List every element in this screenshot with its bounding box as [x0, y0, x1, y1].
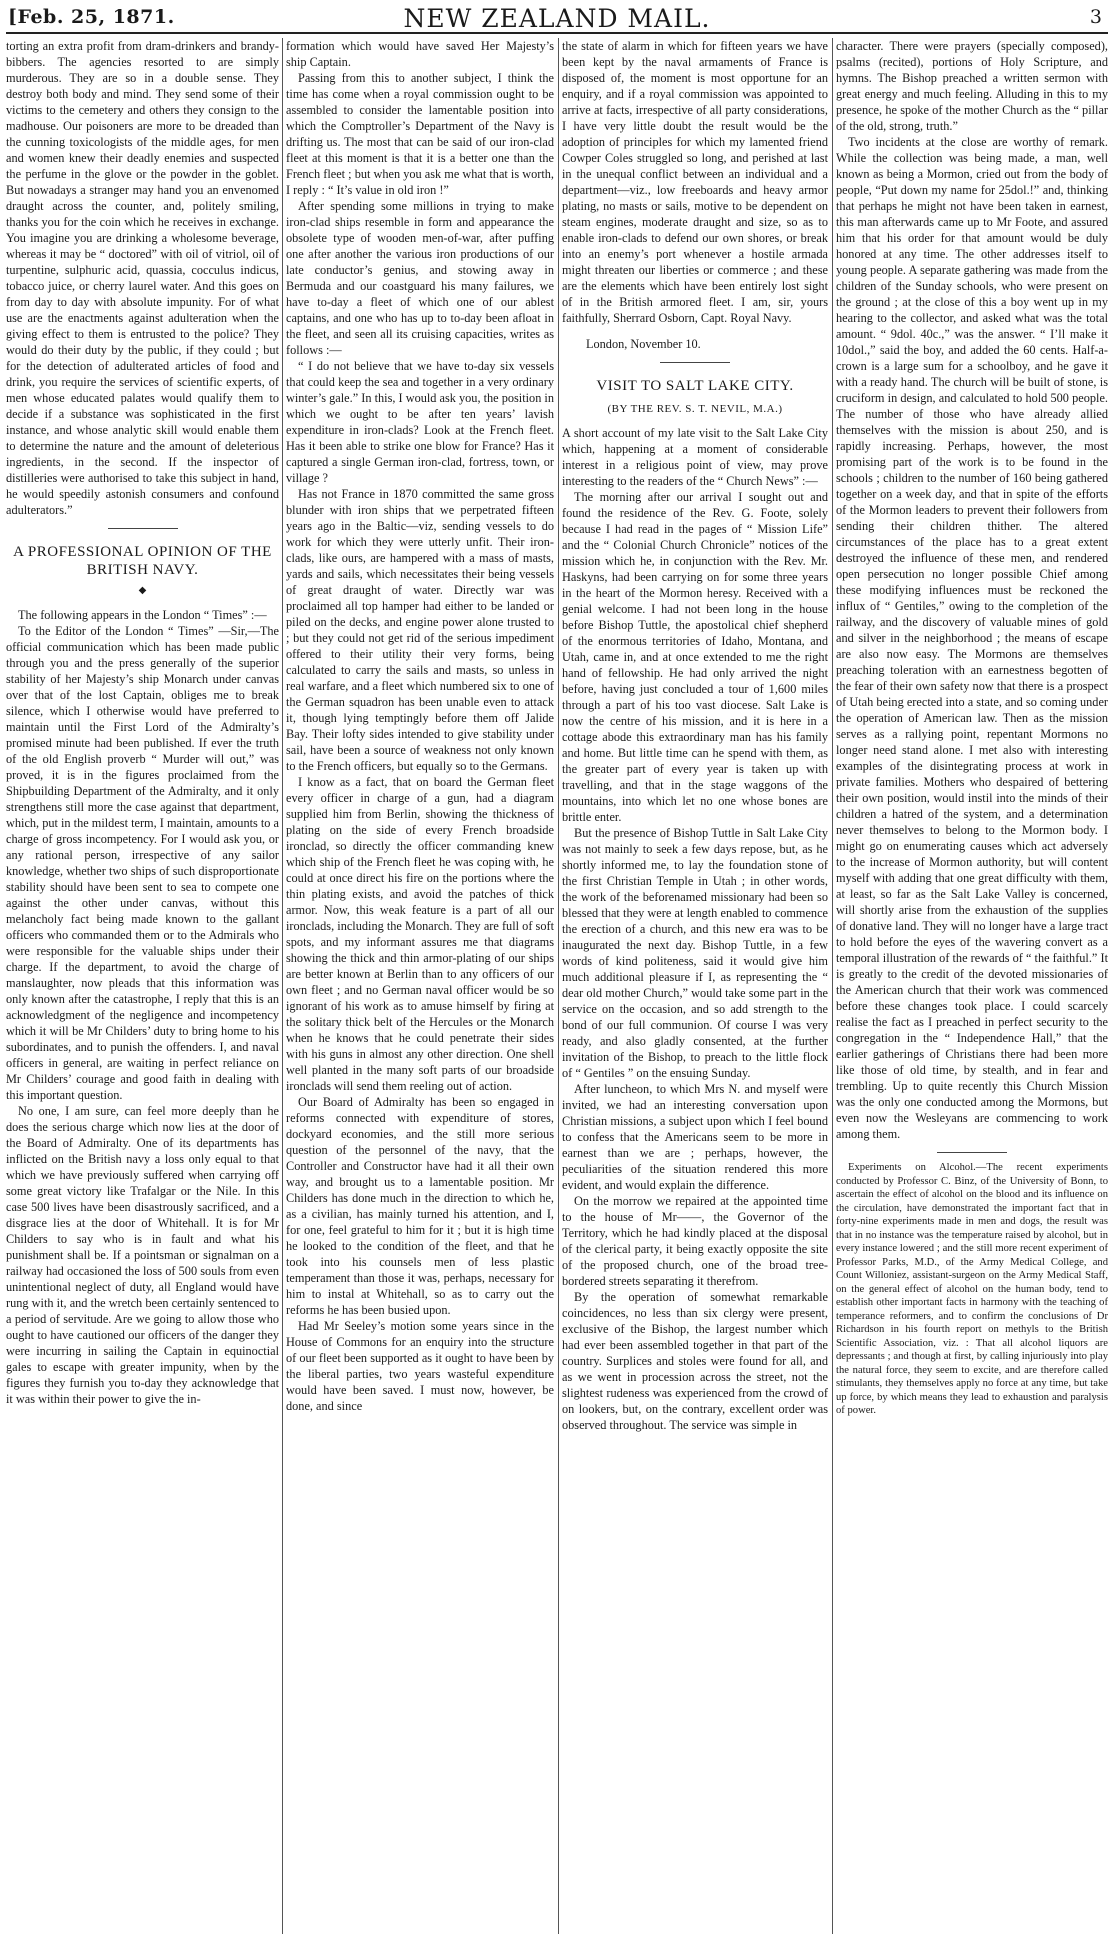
article-paragraph: Passing from this to another subject, I think the time has come when a royal commission ought to be assembled to consider the lamentable position into which the Comptroller’s Department of the Navy is drifting us. The most that can be said of our iron-clad fleet at this moment is that it is a better one than the French fleet ; but when you ask me what that is worth, I reply : “ It’s value in old iron !”	[286, 71, 554, 197]
column-divider	[558, 38, 559, 1934]
article-paragraph: The morning after our arrival I sought out and found the residence of the Rev. G. Foote, solely because I had read in the pages of “ Mission Life” and the “ Colonial Church Chronicle” notices of the mission which he, in conjunction with the Rev. Mr. Haskyns, had been carrying on for some three years in the heart of the Mormon heresy. Received with a genial welcome. I had not been long in the house before Bishop Tuttle, the apostolical chief shepherd of the enormous territories of Idaho, Montana, and Utah, came in, and at once extended to me the right hand of fellowship. He had only arrived the night before, having just concluded a tour of 1,600 miles through a part of his too vast diocese. Salt Lake is now the centre of his mission, and it is here in a cottage abode this extraordinary man has his family and home. But little time can he spend with them, as the greater part of every year is taken up with travelling, and that in the stage waggons of the mountains, into which let no one whose bones are brittle enter.	[562, 490, 828, 824]
column-1	[6, 38, 279, 1934]
article-paragraph: To the Editor of the London “ Times” —Sir,—The official communication which has been made public through you and the press generally of the superior stability of her Majesty’s ship Monarch under canvas over that of the lost Captain, obliges me to break silence, which I otherwise would have preferred to maintain until the First Lord of the Admiralty’s promised minute had been published. If ever the truth of the old English proverb “ Murder will out,” was proved, it is in the figures proclaimed from the Shipbuilding Department of the Admiralty, and it only strengthens still more the case against that department, which, put in the mildest term, I maintain, amounts to a charge of gross incompetency. For I would ask you, or any rational person, irrespective of any sailor knowledge, whether two ships of such disproportionate stability should have been sent to sea to compete one against the other under canvas, without this melancholy fact being made known to the gallant officers who commanded them or to the Admirals who were responsible for the valuable ships under their charge. If the department, to avoid the charge of manslaughter, now pleads that this information was only known after the catastrophe, I reply that this is an acknowledgment of the negligence and incompetency which it will be Mr Childers’ duty to bring home to his subordinates, and to punish the offenders. I, and naval officers in general, are waiting in perfect reliance on Mr Childers’ courage and good faith in dealing with this important question.	[6, 624, 279, 1102]
article-paragraph: I know as a fact, that on board the German fleet every officer in charge of a gun, had a diagram supplied him from Berlin, showing the thickness of plating on the side of every French broadside ironclad, so directly the officer commanding knew which ship of the French fleet he was coping with, he could at once direct his fire on the portions where the thin plating exists, and avoid the patches of thick armor. Now, this weak feature is a part of all our ironclads, including the Monarch. They are full of soft spots, and my informant assures me that diagrams showing the thick and thin armor-plating of our ships are better known at Berlin than to any officers of our own fleet ; and no German naval officer would be so ignorant of his work as to amuse himself by firing at the solitary thick belt of the Hercules or the Monarch when he knows that he could penetrate their sides with his guns in almost any other direction. One shell well planted in the many soft parts of our broadside ironclads will send them reeling out of action.	[286, 775, 554, 1093]
article-paragraph: After luncheon, to which Mrs N. and myself were invited, we had an interesting conversation upon Christian missions, a subject upon which I feel bound to confess that the Americans seem to be more in earnest than we are ; perhaps, however, the peculiarities of the situation rendered this more evident, and would explain the difference.	[562, 1082, 828, 1192]
article-paragraph: the state of alarm in which for fifteen years we have been kept by the naval armaments of France is disposed of, the moment is most opportune for an enquiry, and if a royal commission was appointed to arrive at facts, irrespective of all party considerations, I have very little doubt the result would be the adoption of principles for which my lamented friend Cowper Coles struggled so long, and perished at last in the unequal conflict between an individual and a department—viz., low freeboards and heavy armor plating, no masts or sails, motive to be dependent on steam engines, moderate draught and size, so as to enable iron-clads to defend our own shores, or break into an enemy’s port whenever a hostile armada might threaten our liberties or commerce ; and these are the elements which have been entirely lost sight of in the British armored fleet. I am, sir, yours faithfully, Sherrard Osborn, Capt. Royal Navy.	[562, 39, 828, 325]
column-divider	[282, 38, 283, 1934]
article-heading-navy: A PROFESSIONAL OPINION OF THE BRITISH NAVY.	[13, 544, 272, 578]
article-paragraph: A short account of my late visit to the Salt Lake City which, happening at a moment of considerable interest in a religious point of view, may prove interesting to the readers of the “ Church News” :—	[562, 426, 828, 488]
article-paragraph: After spending some millions in trying to make iron-clad ships resemble in form and appearance the obsolete type of wooden men-of-war, after puffing one after another the various iron productions of our late conductor’s genius, and stowing away in Bermuda and our coastguard his many failures, we have to-day a fleet of which one of our ablest captains, and one who has up to to-day been afloat in the fleet, and seen all its cruising capacities, writes as follows :—	[286, 199, 554, 357]
section-rule	[937, 1152, 1007, 1153]
column-3	[562, 38, 828, 1934]
article-quote: “ I do not believe that we have to-day six vessels that could keep the sea and together in a very ordinary winter’s gale.” In this, I would ask you, the position in which we ought to be after ten years’ lavish expenditure in iron-clads? Look at the French fleet. Has it been able to strike one blow for France? Has it captured a single German iron-clad, fortress, town, or village ?	[286, 359, 554, 485]
article-continuation: torting an extra profit from dram-drinkers and brandy-bibbers. The agencies resorted to are simply murderous. They are so in a double sense. They destroy both body and mind. They send some of their victims to the cemetery and others they consign to the madhouse. Our poisoners are more to be dreaded than the cunning toxicologists of the middle ages, for men and women knew their deadly enemies and suspected the perfume in the glove or the powder in the goblet. But nowadays a stranger may hand you an envenomed draught across the counter, and, politely smiling, thanks you for the coin which he receives in exchange. You imagine you are drinking a wholesome beverage, whereas it may be “ doctored” with oil of vitriol, oil of turpentine, sulphuric acid, quassia, cocculus indicus, tobacco juice, or cherry laurel water. And this goes on from day to day with absolute impunity. For of what use are the enactments against adulteration when the giving effect to them is entrusted to the police? They would do their duty by the public, if they could ; but for the detection of adulterated articles of food and drink, you require the services of scientific experts, of men whose educated palates would qualify them to decide if a substance was sophisticated in the first instance, and whose analytic skill would enable them to determine the nature and the amount of deleterious ingredients, in the second. If the inspector of distilleries were authorised to take this subject in hand, he would speedily astonish consumers and confound adulterators.”	[6, 39, 279, 517]
article-paragraph: Has not France in 1870 committed the same gross blunder with iron ships that we perpetrated fifteen years ago in the Baltic—viz, sending vessels to do work for which they were utterly unfit. Their iron-clads, like ours, are hampered with a mass of masts, yards and sails, which necessitates their being vessels of great draught of water. Directly war was proclaimed all top hamper had either to be landed or piled on the decks, and engine power alone trusted to ; but they could not get rid of the serious impediment offered to their utility their very forms, being calculated to carry the sails and masts, so unless in real warfare, and a fleet which numbered six to one of the German squadron has been unable even to attack it, though lying temptingly before them off Jalide Bay. Their lofty sides intended to give stability under sail, have been a source of weakness not only known to the French officers, but equally so to the Germans.	[286, 487, 554, 773]
column-2	[286, 38, 554, 1934]
newspaper-title: NEW ZEALAND MAIL.	[403, 4, 711, 33]
section-rule	[660, 362, 730, 363]
page-number: 3	[1089, 6, 1102, 28]
article-paragraph: Our Board of Admiralty has been so engaged in reforms connected with expenditure of stores, dockyard economies, and the still more serious question of the personnel of the navy, that the Controller and Constructor have had it all their own way, and brought us to a lamentable position. Mr Childers has done much in the direction to which he, as a civilian, has mainly turned his attention, and I, for one, feel grateful to him for it ; but it is high time he looked to the condition of the fleet, and that he took into his counsels men of less plastic temperament than those it was, perhaps, necessary for him to instal at Whitehall, so as to carry out the reforms he has been busied upon.	[286, 1095, 554, 1317]
article-paragraph: character. There were prayers (specially composed), psalms (recited), portions of Holy Scripture, and hymns. The Bishop preached a written sermon with great energy and much feeling. Alluding in this to my presence, he spoke of the mother Church as the “ pillar of the old, strong, truth.”	[836, 39, 1108, 133]
ornament-diamond-icon: ◆	[138, 585, 147, 596]
issue-date: [Feb. 25, 1871.	[8, 6, 175, 28]
article-byline: (BY THE REV. S. T. NEVIL, M.A.)	[607, 403, 783, 415]
letter-dateline: London, November 10.	[586, 337, 701, 351]
article-intro: The following appears in the London “ Times” :—	[18, 608, 267, 622]
article-paragraph: By the operation of somewhat remarkable coincidences, no less than six clergy were present, exclusive of the Bishop, the largest number which had ever been assembled together in that part of the country. Surplices and stoles were found for all, and as we went in procession across the street, not the slightest rudeness was experienced from the crowd of on lookers, but, on the contrary, excellent order was observed throughout. The service was simple in	[562, 1290, 828, 1432]
article-paragraph: Two incidents at the close are worthy of remark. While the collection was being made, a man, well known as being a Mormon, cried out from the body of people, “Put down my name for 25dol.!” and, thinking that perhaps he might not have been taken in earnest, this man afterwards came up to Mr Foote, and assured him that his order for that amount would be duly honored at any time. The other addresses itself to young people. A separate gathering was made from the children of the Sunday schools, who were present on the ground ; at the close of this a boy went up in my hearing to the collector, and asked what was the total amount. “ 9dol. 40c.,” was the answer. “ I’ll make it 10dol.,” said the boy, and added the 60 cents. Half-a-crown is a large sum for a schoolboy, and he gave it with a ready hand. The church will be built of stone, is cruciform in design, and calculated to hold 500 people. The number of those who have already allied themselves with the mission is about 250, and is rapidly increasing. Perhaps, however, the most promising part of the work is to be found in the schools ; children to the number of 160 being gathered together on a week day, and that in spite of the efforts of the Mormon leaders to prevent their followers from sending their children thither. The altered circumstances of the place has to a great extent destroyed the influence of these men, and rendered open persecution no longer possible Chief among these modifying influences must be reckoned the influx of “ Gentiles,” owing to the completion of the railway, and the discovery of valuable mines of gold and silver in the neighborhood ; the means of escape are also now easy. The Mormons are themselves preaching toleration with an earnestness begotten of the fear of their own safety now that there is a prospect of Utah being erected into a state, and so coming under the operation of American law. Then as the mission serves as a rallying point, repentant Mormons no longer need stand alone. I met also with interesting examples of the disintegrating process at work in private families. Mothers who despaired of bettering their own position, would instil into the minds of their children a hatred of the system, and a determination never themselves to belong to the Mormon body. I might go on enumerating causes which act adversely to the increase of Mormon authority, but will content myself with adding that one great difficulty with them, at least, so far as the Salt Lake Valley is concerned, will shortly arise from the exhaustion of the supplies of donative land. They will no longer have a large tract to hold before the eyes of the wavering convert as a temporal illustration of the rewards of “ the faithful.” It is greatly to the credit of the devoted missionaries of the American church that their work was commenced before these changes took place. I could scarcely realise the fact as I preached in perfect security to the congregation in the “ Independence Hall,” that the earlier gatherings of Christians there had been more like those of old time, by stealth, and in fear and trembling. Up to quite recently this Church Mission was the only one conducted among the Mormons, but even now the Wesleyans are commencing to work among them.	[836, 135, 1108, 1141]
section-rule	[108, 528, 178, 529]
article-paragraph: But the presence of Bishop Tuttle in Salt Lake City was not mainly to seek a few days repose, but, as he shortly informed me, to lay the foundation stone of the first Christian Temple in Utah ; in other words, the work of the beforenamed missionary had been so blessed that they were at length enabled to commence the erection of a church, and this new era was to be inaugurated the next day. Bishop Tuttle, in a few words of kind politeness, said it would give him much additional pleasure if I, as representing the “ dear old mother Church,” would take some part in the service on the occasion, and so add strength to the bond of our full communion. Of course I was very ready, and also gladly consented, at the further invitation of the Bishop, to preach to the little flock of “ Gentiles ” on the ensuing Sunday.	[562, 826, 828, 1080]
masthead	[0, 0, 1114, 40]
notice-alcohol-experiments: Experiments on Alcohol.—The recent experiments conducted by Professor C. Binz, of the University of Bonn, to ascertain the effect of alcohol on the blood and its influence on the circulation, have demonstrated the important fact that in forty-nine experiments made in men and dogs, the result was that in no instance was the temperature raised by alcohol, but in every instance lowered ; and the still more recent experiment of Professor Parks, M.D., of the Army Medical College, and Count Willoniez, assistant-surgeon on the Army Medical Staff, on the general effect of alcohol on the human body, tend to establish other important facts in harmony with the teaching of temperance reformers, and to confirm the conclusions of Dr Richardson in his fourth report on methyls to the British Scientific Association, viz. : That all alcohol liquors are depressants ; and though at first, by calling injuriously into play the natural force, they seem to excite, and are therefore called stimulants, they themselves apply no force at any time, but take up force, by which means they lead to exhaustion and paralysis of power.	[836, 1162, 1108, 1416]
masthead-rule	[6, 32, 1108, 34]
column-4	[836, 38, 1108, 1934]
article-paragraph: On the morrow we repaired at the appointed time to the house of Mr——, the Governor of the Territory, which he had kindly placed at the disposal of the clerical party, it being exactly opposite the site of the proposed church, one of the broad tree-bordered streets separating it therefrom.	[562, 1194, 828, 1288]
article-paragraph: No one, I am sure, can feel more deeply than he does the serious charge which now lies at the door of the Board of Admiralty. One of its departments has inflicted on the British navy a loss only equal to that which we have previously suffered when carrying off some great victory like Trafalgar or the Nile. In this case 500 lives have been disastrously sacrificed, and a disgrace lies at the door of Whitehall. It is for Mr Childers to say who is in fault and what his punishment shall be. If a pointsman or signalman on a railway had occasioned the loss of 500 souls from even unintentional neglect of duty, all England would have rung with it, and the wretch been certainly sentenced to a period of servitude. Are we going to allow those who ought to have cautioned our officers of the danger they were incurring in sailing the Captain in equinoctial gales to escape with greater impunity, when by the figures they furnish you to-day they acknowledge that it was within their power to give the in-	[6, 1104, 279, 1406]
article-paragraph: formation which would have saved Her Majesty’s ship Captain.	[286, 39, 554, 69]
column-divider	[832, 38, 833, 1934]
article-paragraph: Had Mr Seeley’s motion some years since in the House of Commons for an enquiry into the structure of our fleet been supported as it ought to have been by the liberal parties, two years wasteful expenditure would have been saved. I must now, however, be done, and since	[286, 1319, 554, 1413]
article-heading-salt-lake: VISIT TO SALT LAKE CITY.	[596, 378, 794, 394]
